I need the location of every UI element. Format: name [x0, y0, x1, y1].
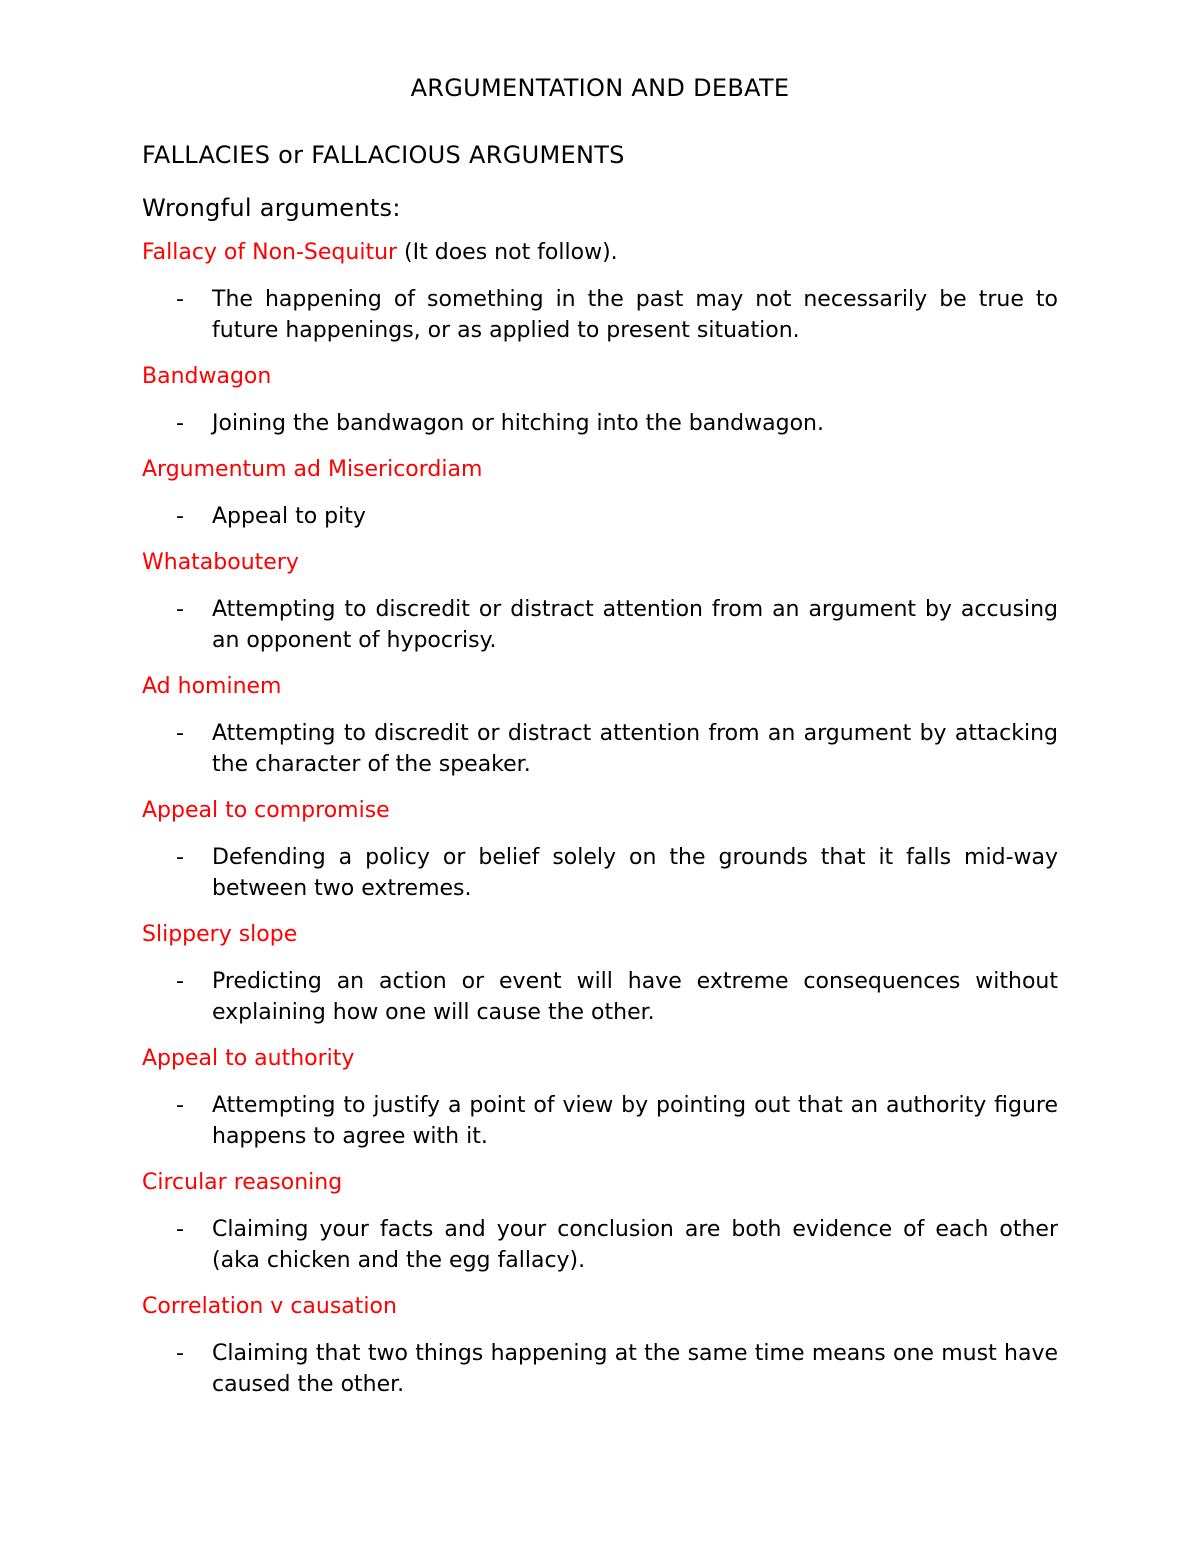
definition-text: The happening of something in the past may not necessarily be true to future happenings, or as applied to present situation. [212, 287, 1058, 343]
fallacy-heading [142, 1167, 1058, 1198]
fallacy-entry [142, 454, 1058, 532]
fallacy-name: Whataboutery [142, 550, 299, 575]
section-heading: FALLACIES or FALLACIOUS ARGUMENTS [142, 141, 625, 169]
fallacy-definition [142, 1090, 1058, 1152]
fallacy-entry [142, 237, 1058, 346]
fallacy-name: Correlation v causation [142, 1294, 397, 1319]
fallacy-heading [142, 454, 1058, 485]
fallacy-entry [142, 919, 1058, 1028]
fallacy-entry [142, 671, 1058, 780]
bullet-dash: - [176, 597, 184, 622]
bullet-dash: - [176, 845, 184, 870]
fallacy-definition [142, 966, 1058, 1028]
fallacy-name: Argumentum ad Misericordiam [142, 457, 483, 482]
fallacy-entry [142, 361, 1058, 439]
fallacy-definition [142, 1214, 1058, 1276]
bullet-dash: - [176, 287, 184, 312]
bullet-dash: - [176, 504, 184, 529]
fallacy-definition [142, 284, 1058, 346]
fallacy-definition [142, 501, 1058, 532]
fallacy-entry [142, 547, 1058, 656]
definition-text: Joining the bandwagon or hitching into the bandwagon. [212, 411, 824, 436]
definition-text: Claiming that two things happening at the same time means one must have caused the other. [212, 1341, 1058, 1397]
definition-text: Defending a policy or belief solely on the grounds that it falls mid-way between two extremes. [212, 845, 1058, 901]
fallacy-definition [142, 1338, 1058, 1400]
document-title: ARGUMENTATION AND DEBATE [410, 74, 790, 102]
fallacy-heading [142, 795, 1058, 826]
section-lead: Wrongful arguments: [142, 194, 401, 222]
fallacy-name: Bandwagon [142, 364, 272, 389]
bullet-dash: - [176, 969, 184, 994]
definition-text: Appeal to pity [212, 504, 366, 529]
fallacy-definition [142, 842, 1058, 904]
fallacy-entry [142, 1043, 1058, 1152]
fallacy-heading [142, 919, 1058, 950]
fallacy-entry [142, 795, 1058, 904]
fallacy-name: Appeal to authority [142, 1046, 355, 1071]
fallacy-name: Ad hominem [142, 674, 282, 699]
fallacy-note: (It does not follow). [397, 240, 618, 265]
fallacy-heading [142, 237, 1058, 268]
definition-text: Attempting to justify a point of view by pointing out that an authority figure happens to agree with it. [212, 1093, 1058, 1149]
fallacy-heading [142, 547, 1058, 578]
definition-text: Attempting to discredit or distract attention from an argument by accusing an opponent of hypocrisy. [212, 597, 1058, 653]
fallacy-heading [142, 1043, 1058, 1074]
bullet-dash: - [176, 1093, 184, 1118]
fallacy-heading [142, 671, 1058, 702]
fallacy-name: Appeal to compromise [142, 798, 390, 823]
fallacy-heading [142, 361, 1058, 392]
definition-text: Attempting to discredit or distract attention from an argument by attacking the character of the speaker. [212, 721, 1058, 777]
bullet-dash: - [176, 1341, 184, 1366]
definition-text: Predicting an action or event will have extreme consequences without explaining how one will cause the other. [212, 969, 1058, 1025]
fallacy-entry [142, 1167, 1058, 1276]
bullet-dash: - [176, 411, 184, 436]
fallacy-entry [142, 1291, 1058, 1400]
fallacy-definition [142, 408, 1058, 439]
definition-text: Claiming your facts and your conclusion are both evidence of each other (aka chicken and the egg fallacy). [212, 1217, 1058, 1273]
fallacy-definition [142, 594, 1058, 656]
fallacy-definition [142, 718, 1058, 780]
document-page [142, 70, 1058, 1415]
fallacy-name: Circular reasoning [142, 1170, 343, 1195]
fallacy-name: Fallacy of Non-Sequitur [142, 240, 398, 265]
fallacy-heading [142, 1291, 1058, 1322]
bullet-dash: - [176, 1217, 184, 1242]
bullet-dash: - [176, 721, 184, 746]
fallacy-name: Slippery slope [142, 922, 298, 947]
